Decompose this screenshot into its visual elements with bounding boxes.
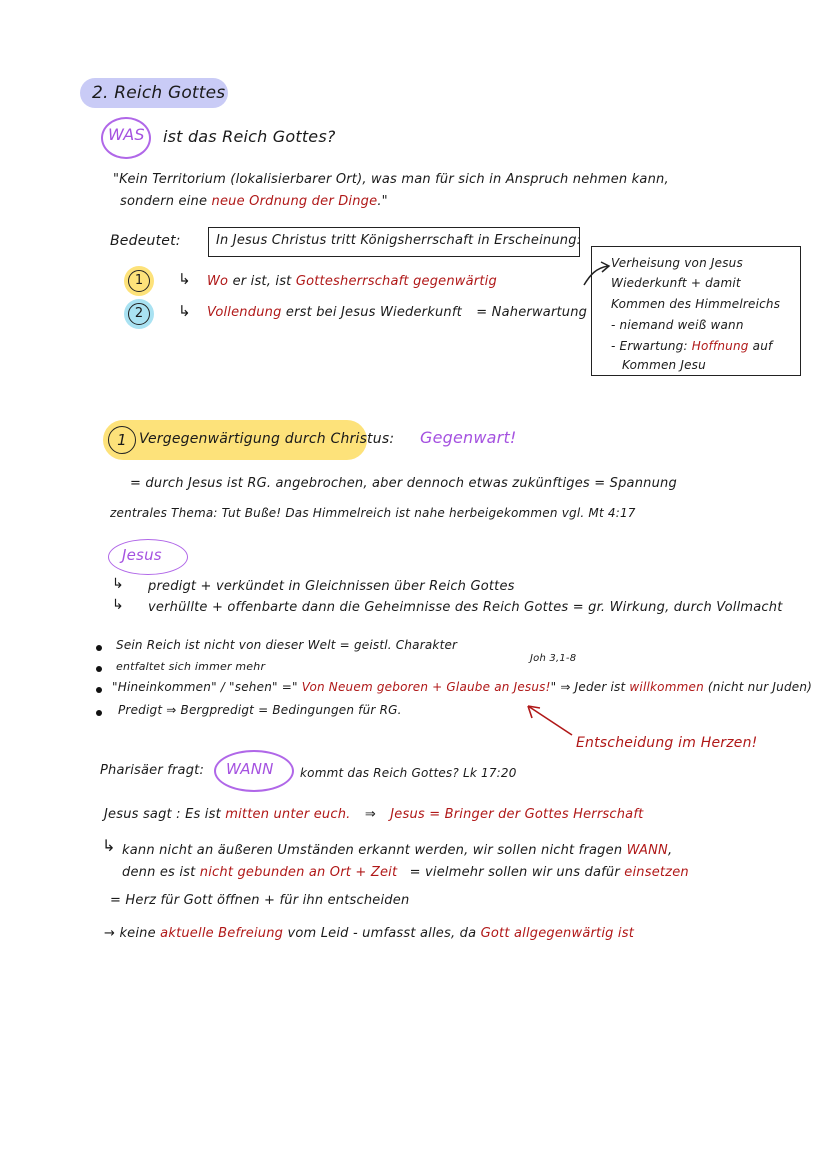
box-line-4: - niemand weiß wann [611, 318, 744, 332]
point-2-number: 2 [128, 303, 150, 325]
bullet-3-red-2: willkommen [629, 680, 704, 694]
jesus-line-1: predigt + verkündet in Gleichnissen über Reich Gottes [148, 579, 515, 594]
jesus-sagt-b: ⇒ [364, 807, 376, 822]
bullet-2: entfaltet sich immer mehr [116, 660, 266, 673]
page-title: 2. Reich Gottes [92, 83, 226, 103]
point-1-text-a: er ist, ist [232, 274, 292, 289]
box-line-6: Kommen Jesu [622, 358, 706, 372]
joh-reference: Joh 3,1-8 [530, 653, 577, 664]
jesus-arrow-1: ↳ [112, 576, 124, 592]
final-line-4-a: keine [119, 926, 156, 941]
bullet-3-a: "Hineinkommen" / "sehen" =" [112, 680, 298, 694]
jesus-sagt-red-2: Jesus = Bringer der Gottes Herrschaft [390, 807, 644, 822]
final-line-4-red-2: Gott allgegenwärtig ist [480, 926, 635, 941]
was-word: WAS [108, 125, 145, 144]
point-2-text-b: = Naherwartung [476, 305, 588, 320]
section-1-heading: Vergegenwärtigung durch Christus: [139, 431, 395, 447]
final-line-4-red: aktuelle Befreiung [160, 926, 284, 941]
final-arrow: ↳ [102, 836, 116, 855]
point-2-text-a: erst bei Jesus Wiederkunft [285, 305, 462, 320]
point-1-red-b: Gottesherrschaft gegenwärtig [295, 274, 497, 289]
point-1-number: 1 [128, 270, 150, 292]
box-connector-arrow [584, 266, 608, 285]
bullet-3-b: " ⇒ Jeder ist [550, 680, 626, 694]
jesus-label: Jesus [122, 546, 162, 564]
entscheidung-note: Entscheidung im Herzen! [576, 735, 758, 751]
section-1-line-1: = durch Jesus ist RG. angebrochen, aber dennoch etwas zukünftiges = Spannung [130, 476, 677, 491]
section-1-number: 1 [108, 426, 136, 454]
bedeutet-label: Bedeutet: [110, 233, 181, 249]
box-line-5-c: auf [752, 339, 773, 353]
final-line-4-arrow: → [104, 926, 116, 941]
jesus-line-2: verhüllte + offenbarte dann die Geheimnisse des Reich Gottes = gr. Wirkung, durch Vollmacht [148, 600, 783, 615]
quote-text-c: ." [377, 194, 388, 209]
final-line-2-b: = vielmehr sollen wir uns dafür [409, 865, 620, 880]
wann-word: WANN [226, 760, 274, 778]
pharisaer-question: kommt das Reich Gottes? Lk 17:20 [300, 766, 517, 780]
final-line-2-red-2: einsetzen [624, 865, 689, 880]
jesus-sagt-red: mitten unter euch. [225, 807, 351, 822]
point-1-arrow: ↳ [178, 270, 191, 288]
box-line-5-a: - Erwartung: [611, 339, 688, 353]
box-line-1: Verheisung von Jesus [611, 256, 743, 270]
final-line-2-red: nicht gebunden an Ort + Zeit [199, 865, 398, 880]
box-line-2: Wiederkunft + damit [611, 276, 741, 290]
jesus-sagt-a: Jesus sagt : Es ist [104, 807, 221, 822]
bullet-4: Predigt ⇒ Bergpredigt = Bedingungen für RG. [118, 703, 402, 717]
final-line-3: = Herz für Gott öffnen + für ihn entscheiden [110, 893, 410, 908]
bedeutet-box-text: In Jesus Christus tritt Königsherrschaft in Erscheinung: [216, 233, 582, 248]
bullet-3-red: Von Neuem geboren + Glaube an Jesus! [301, 680, 551, 694]
quote-highlight: neue Ordnung der Dinge [211, 194, 378, 209]
point-1-red-a: Wo [207, 274, 229, 289]
question-text: ist das Reich Gottes? [163, 127, 336, 146]
jesus-arrow-2: ↳ [112, 597, 124, 613]
point-2-arrow: ↳ [178, 302, 191, 320]
bullet-3-c: (nicht nur Juden) [707, 680, 813, 694]
final-line-1-red: WANN [626, 843, 668, 858]
box-line-5-red: Hoffnung [691, 339, 749, 353]
point-2-red: Vollendung [207, 305, 282, 320]
section-1-line-2: zentrales Thema: Tut Buße! Das Himmelreich ist nahe herbeigekommen vgl. Mt 4:17 [110, 506, 636, 520]
pharisaer-label: Pharisäer fragt: [100, 763, 205, 778]
entscheidung-arrow [528, 706, 572, 735]
quote-text-a: sondern eine [120, 194, 208, 209]
gegenwart-note: Gegenwart! [420, 428, 517, 447]
final-line-4-b: vom Leid - umfasst alles, da [287, 926, 477, 941]
final-line-1-a: kann nicht an äußeren Umständen erkannt werden, wir sollen nicht fragen [122, 843, 623, 858]
final-line-2-a: denn es ist [122, 865, 196, 880]
bullet-1: Sein Reich ist nicht von dieser Welt = geistl. Charakter [116, 638, 458, 652]
quote-line-1: "Kein Territorium (lokalisierbarer Ort), was man für sich in Anspruch nehmen kann, [113, 172, 669, 187]
final-line-1-b: , [667, 843, 673, 858]
box-line-3: Kommen des Himmelreichs [611, 297, 781, 311]
